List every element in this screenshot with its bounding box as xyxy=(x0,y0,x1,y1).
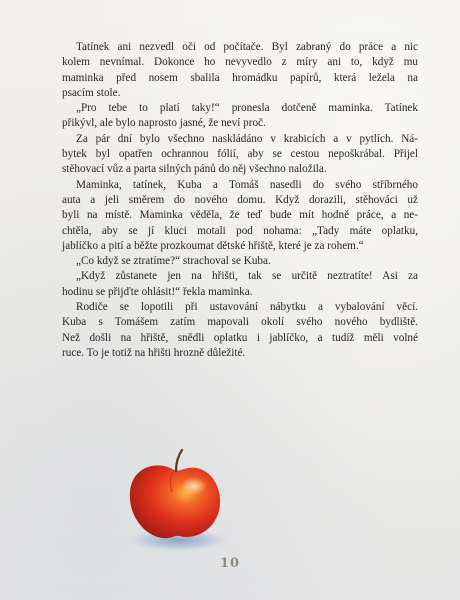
text-line: Než došli na hřiště, snědli oplatku i jablíčko, a tudíž měli volné xyxy=(62,331,418,344)
apple-icon xyxy=(110,440,250,560)
text-line: Kuba s Tomášem zatím mapovali okolí svého nového bydliště. xyxy=(62,316,418,329)
text-line: chtěla, aby se jí kluci motali pod nohama: „Tady máte oplatku, xyxy=(62,224,418,237)
paragraph xyxy=(62,254,418,269)
paragraph xyxy=(62,269,418,300)
paragraph xyxy=(62,178,418,254)
apple-highlight xyxy=(181,477,207,495)
text-line: „Co když se ztratíme?“ strachoval se Kuba. xyxy=(76,255,271,268)
text-line: Tatínek ani nezvedl oči od počítače. Byl zabraný do práce a nic xyxy=(76,41,418,53)
apple-stem xyxy=(176,450,182,471)
text-line: maminka před nosem sbalila hromádku papírů, která ležela na xyxy=(62,71,418,84)
paragraph xyxy=(62,101,418,132)
text-line: stěhovací vůz a parta silných pánů do něj všechno naložila. xyxy=(62,163,327,176)
page-number: 10 xyxy=(219,556,241,571)
text-line: hodinu se přijďte ohlásit!“ řekla maminka. xyxy=(62,285,253,298)
text-line: auta a jeli směrem do nového domu. Když dorazili, stěhováci už xyxy=(62,193,418,206)
text-line: přikývl, ale bylo naprosto jasné, že neví proč. xyxy=(62,117,266,130)
text-line: ruce. To je totiž na hřišti hrozně důležité. xyxy=(62,346,246,359)
text-line: bytek byl opatřen ochrannou fólií, aby se cestou nepoškrábal. Přijel xyxy=(62,148,418,161)
text-line: „Když zůstanete jen na hřišti, tak se určitě neztratíte! Asi za xyxy=(76,270,418,283)
paragraph xyxy=(62,132,418,178)
apple-illustration xyxy=(110,440,250,560)
paragraph xyxy=(62,300,418,361)
text-line: kolem nevnímal. Dokonce ho nevyvedlo z míry ani to, když mu xyxy=(62,56,418,69)
text-line: „Pro tebe to platí taky!“ pronesla dotčeně maminka. Tatínek xyxy=(76,102,418,115)
paragraph xyxy=(62,40,418,101)
text-line: Rodiče se lopotili při ustavování nábytku a vybalování věcí. xyxy=(76,301,418,314)
apple-body xyxy=(130,465,220,538)
text-line: Maminka, tatínek, Kuba a Tomáš nasedli do svého stříbrného xyxy=(76,178,418,191)
text-line: jablíčko a pití a běžte prozkoumat dětské hřiště, které je za rohem.“ xyxy=(62,239,364,252)
text-line: byli na místě. Maminka věděla, že teď bude mít hodně práce, a ne- xyxy=(62,209,418,222)
text-line: Za pár dní bylo všechno naskládáno v krabicích a v pytlích. Ná- xyxy=(76,132,418,145)
text-line: psacím stole. xyxy=(62,86,121,99)
story-text xyxy=(62,40,418,361)
